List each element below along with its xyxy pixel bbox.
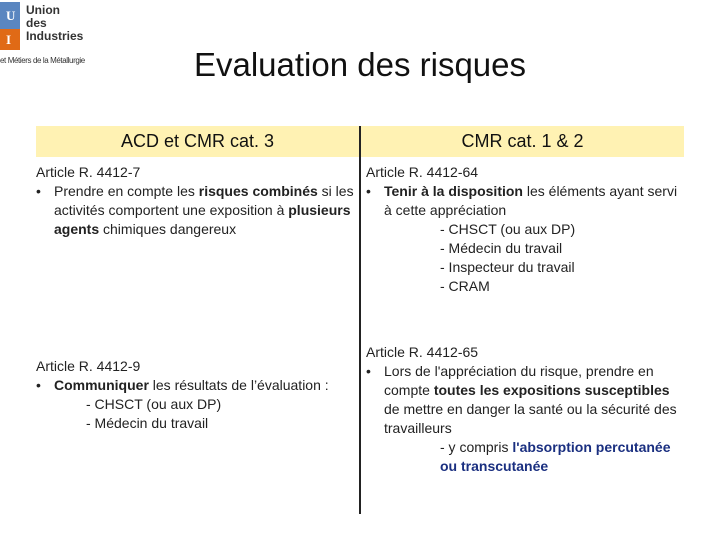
left-article-2 — [36, 357, 356, 433]
list-item: - Médecin du travail — [86, 415, 209, 431]
article-title: Article R. 4412-64 — [366, 164, 479, 180]
list-item: - y compris l'absorption percutanée ou transcutanée — [440, 439, 671, 474]
bullet-item: • Lors de l'appréciation du risque, prendre en compte toutes les expositions susceptibles de mettre en danger la santé ou la sécurité des travailleurs - y compris l'absorption percutanée ou transcutanée — [366, 362, 680, 476]
column-divider — [359, 126, 361, 514]
slide-title: Evaluation des risques — [193, 46, 527, 83]
right-article-2 — [366, 343, 680, 476]
logo-mark: U I — [0, 2, 20, 50]
list-item: - CHSCT (ou aux DP) — [440, 221, 576, 237]
right-column-header: CMR cat. 1 & 2 — [361, 126, 684, 157]
logo-subtitle: et Métiers de la Métallurgie — [0, 56, 85, 65]
article-title: Article R. 4412-7 — [36, 164, 141, 180]
article-title: Article R. 4412-65 — [366, 344, 479, 360]
list-item: - CHSCT (ou aux DP) — [86, 396, 222, 412]
article-title: Article R. 4412-9 — [36, 358, 141, 374]
left-article-1 — [36, 163, 356, 239]
left-column-header: ACD et CMR cat. 3 — [36, 126, 359, 157]
bullet-item: • Communiquer les résultats de l’évaluation : - CHSCT (ou aux DP) - Médecin du travail — [36, 376, 356, 433]
right-article-1 — [366, 163, 680, 296]
list-item: - Inspecteur du travail — [440, 259, 575, 275]
bullet-item: • Prendre en compte les risques combinés si les activités comportent une exposition à plusieurs agents chimiques dangereux — [36, 183, 354, 237]
bullet-item: • Tenir à la disposition les éléments ayant servi à cette appréciation - CHSCT (ou aux DP) - Médecin du travail - Inspecteur du travail - CRAM — [366, 182, 680, 296]
logo-name: Union des Industries — [26, 3, 84, 43]
list-item: - CRAM — [440, 278, 490, 294]
list-item: - Médecin du travail — [440, 240, 563, 256]
